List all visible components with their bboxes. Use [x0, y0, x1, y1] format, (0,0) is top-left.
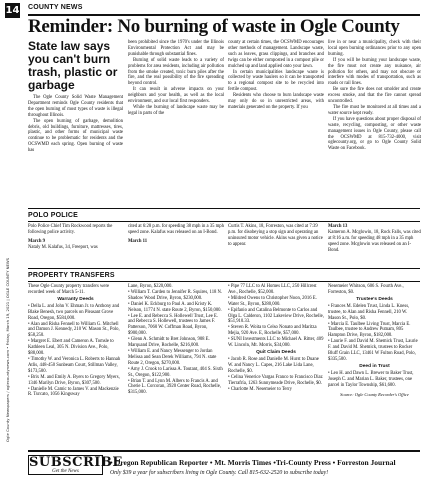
- headline: Reminder: No burning of waste in Ogle County: [28, 16, 400, 37]
- article-column-2: [128, 40, 224, 117]
- police-item: Kameron A. Mcglowin, 18, Rock Falls, was cited at 8:16 a.m. for speeding 48 mph in a 35 mph speed zone. Mcglowin was released on an I-Bond.: [328, 229, 421, 253]
- police-date: March 13: [328, 224, 348, 229]
- paragraph: While the burning of landscape waste may be legal in parts of the: [128, 104, 224, 116]
- paragraph: The Ogle County Solid Waste Management Department reminds Ogle County residents that the open burning of most types of waste is illegal throughout Illinois.: [28, 95, 123, 118]
- paragraph: been prohibited since the 1970's under the Illinois Environmental Protection Act and may be punishable through substantial fines.: [128, 40, 224, 57]
- paragraph: It can result in adverse impacts on your neighbors and your health, as well as the local environment, and our local first responders.: [128, 87, 224, 105]
- transfer-item: • Pipe 77 LLC to Al Homes LLC, 250 Hillcrest Ave., Rochelle, $52,000.: [228, 284, 317, 295]
- transfer-item: • SUNI Investments LLC to Michael A. Ritter, 409 W. Lincoln, Mt. Morris, $34,000.: [228, 337, 324, 349]
- property-column-1: [28, 284, 123, 398]
- police-intro: Polo Police Chief Tim Rockwood reports the following police activity.: [28, 224, 113, 235]
- subscribe-logo-text: SUBSCRIBE: [29, 455, 123, 470]
- subheading-deed-in-trust: Deed in Trust: [359, 363, 390, 369]
- subheading-trustees-deeds: Trustee's Deeds: [356, 296, 393, 302]
- section-rule: [28, 268, 420, 269]
- footer-rule: [28, 450, 420, 452]
- subheading-quit-claim-deeds: Quit Claim Deeds: [256, 349, 296, 355]
- paragraph: If you have questions about proper disposal of waste, recycling, composting, or other waste management issues in Ogle County, please call the OCSWMD at 815-732-4000, visit oglecounty.org, or go to Ogle County Solid Waste on Facebook.: [328, 116, 421, 152]
- transfer-item: • William T. Carden to Jennifer R. Squires, 118 N. Shadow Wood Drive, Byron, $230,000.: [128, 289, 223, 301]
- transfer-item: • Epifanio and Catalina Belmonte to Carlos and Olga L. Calderon, 1102 Lakeview Drive, Rochelle, $51,910.33.: [228, 307, 324, 325]
- section-rule: [28, 221, 420, 222]
- police-section-label: POLO POLICE: [28, 212, 79, 219]
- paragraph: The fire must be monitored at all times and a water source kept ready.: [328, 104, 421, 116]
- publication-list: • Oregon Republican Reporter • Mt. Morris Times •Tri-County Press • Forreston Journal: [110, 458, 396, 467]
- paragraph: The open burning of garbage, demolition debris, old buildings, furniture, mattresses, tires, plastic, and other forms of municipal waste continue to be problematic for residents and the OCSWMD each spring. Open burning of waste has: [28, 118, 123, 154]
- source-credit: Source: Ogle County Recorder's Office: [340, 391, 409, 397]
- property-section-label: PROPERTY TRANSFERS: [28, 272, 115, 279]
- article-column-4: [328, 40, 421, 152]
- property-column-3: [228, 284, 324, 392]
- transfer-item: • Lee E. and Rebecca S. Hollewell Trust, Lee E. and Rebecca S. Hollewell, trustees to James F. Patterson, 7060 W. Coffman Road, Byron, $900,000.: [128, 313, 219, 337]
- transfer-item: • Alan and Risha Fennell to William G. Mitchell and Damon J. Kennedy, 210 W. Mason St., Polo, $58,250.: [28, 321, 120, 339]
- police-date: March 11: [128, 238, 148, 244]
- page-number: 14: [5, 5, 20, 16]
- paragraph: Residents who choose to burn landscape waste may only do so in unrestricted areas, with materials generated on the property. If you: [228, 93, 324, 110]
- police-date: March 9: [28, 238, 45, 244]
- transfer-item: • Brix M. and Emily A. Byers to Gregory Myers, 1346 Marilyn Drive, Byron, $307,500.: [28, 374, 120, 386]
- paragraph: In certain municipalities landscape waste is collected by waste haulers so it can be transported to a regional compost site to be recycled into fertile compost.: [228, 69, 324, 93]
- police-item: cited at 6:28 p.m. for speeding 38 mph in a 35 mph speed zone. Kalafus was released on an I-Bond.: [128, 224, 224, 235]
- paragraph: county at certain times, the OCSWMD encourages other methods of management. Landscape waste, such as leaves, grass clippings, and branches and twigs can be either composted in a compost pile or mulched up and land applied onto your lawn.: [228, 40, 324, 69]
- transfer-item: • Daniel K. Eckburg to Paul A. and Kristy K. Nelson, 11774 N. state Route 2, Byron, $150,000.: [128, 301, 222, 313]
- page-sidebar: [0, 0, 26, 480]
- police-item: Nataly M. Kalafus, 34, Freeport, was: [28, 244, 98, 250]
- police-column-1: [28, 224, 123, 251]
- property-intro: These Ogle County property transfers were recorded week of March 5-11.: [28, 284, 110, 295]
- property-column-2: [128, 284, 224, 396]
- subscribe-logo-tagline: Get the News: [52, 469, 79, 474]
- paragraph: If you will be burning your landscape waste, the fire must not create any nuisance, air pollution for others, and may not obscure or interfere with modes of transportation, such as roads or rail lines.: [328, 57, 421, 87]
- transfer-item: • Brian T. and Lynn M. Albers to Francis A. and Cherie L. Corcoran, 3920 Center Road, Rochelle, $315,000.: [128, 378, 221, 396]
- subscribe-logo[interactable]: [28, 455, 123, 475]
- transfer-item: Nesemeier Whitson, 606 S. Fourth Ave., Forreston, $0.: [328, 284, 404, 295]
- transfer-item: • Laurie F. and David M. Shemick Trust, Laurie F. and David M. Shemick, trustees to Rocker Bluff Grain LLC, 13461 W Fulton Road, Polo, $335,500.: [328, 339, 418, 362]
- transfer-item: • Della L. and John V. Ehman Jr. to Anthony and Blake Benesh, two parcels on Pleasant Grove Road, Oregon, $584,000.: [28, 303, 120, 321]
- section-label: COUNTY NEWS: [28, 4, 83, 11]
- paragraph: Be sure the fire does not smolder and create excess smoke, and that the fire cannot spread uncontrolled.: [328, 87, 421, 105]
- paragraph: Burning of solid waste leads to a variety of problems for area residents, including air pollution from the smoke created, toxic burn piles after the fire, and the real possibility of the fire spreading beyond control.: [128, 57, 224, 87]
- police-column-4: [328, 224, 421, 254]
- section-rule: [28, 208, 420, 209]
- article-column-3: [228, 40, 324, 111]
- transfer-item: • Jacob R. Rose and Danielle M. Hurst to Duane W. and Nancy L. Capes, 216 Lake Lida Lane, Rochelle, $0.: [228, 356, 319, 374]
- article-deck: State law says you can't burn trash, plastic or garbage: [28, 39, 118, 92]
- police-column-2: [128, 224, 224, 245]
- paragraph: live in or near a municipality, check with their local open burning ordinances prior to any open burning.: [328, 40, 421, 57]
- page-folio: Ogle County Newspapers / oglecountynews.com • Friday, March 19, 2021 | OGLE COUNTY NEWS: [5, 257, 10, 442]
- transfer-item: • Margret E. Ebert and Cameron A. Tomsle to Kathleen Leal, 305 N. Division Ave., Polo, $88,000.: [28, 339, 114, 357]
- police-item: Curtis T. Akins, 18, Forreston, was cited at 7:39 p.m. for disobeying a stop sign and operating an uninsured motor vehicle. Akins was given a notice to appear.: [228, 224, 323, 247]
- transfer-item: • Steven R. Woita to Celso Nonato and Maritza Mejia, 920 Ave. E, Rochelle, $57,000.: [228, 325, 317, 337]
- police-column-3: [228, 224, 324, 248]
- transfer-item: • Amy J. Crook to Larissa A. Toutant, 404 S. Sixth St., Oregon, $122,900.: [128, 366, 223, 378]
- transfer-item: • Mildred Owens to Christopher Noon, 2016 E. Water St., Byron, $280,000.: [228, 295, 317, 307]
- transfer-item: • William E. and Nancy Messenger to Jordan Melissa and Sean Derek Williams, 794 N. state Route 2, Oregon, $270,000.: [128, 348, 217, 366]
- transfer-item: • Timothy W. and Veronica L. Roberts to Hannah Atlis, 448-450 Sunbeam Court, Stillman Valley, $173,500.: [28, 356, 121, 374]
- subscription-offer: Only $39 a year for subscribers living in Ogle County. Call 815-632-2520 to subscribe today!: [110, 470, 329, 476]
- transfer-item: Lane, Byron, $220,000.: [128, 284, 173, 289]
- property-column-4: [328, 284, 421, 397]
- subheading-warranty-deeds: Warranty Deeds: [57, 296, 94, 302]
- transfer-item: • Danielle M. Camic to James V. and Mackenzie R. Turcato, 1056 Kingsway: [28, 386, 119, 398]
- section-rule: [28, 281, 420, 282]
- transfer-item: • Celina Venerice Vargas Franco to Francisco Diaz Tierrafría, 1263 Sunnymeade Drive, Rochelle, $0.: [228, 374, 323, 386]
- transfer-item: • Charlotte M. Nesemeier to Terry: [228, 386, 292, 392]
- transfer-item: • Frances M. Edelen Trust, Linda L. Kness, trustee, to Alan and Risha Fennell, 210 W. Mason St., Polo, $0.: [328, 303, 410, 321]
- transfer-item: • Marcia E. Taulbee Living Trust, Marcia E. Taulbee, trustee to Andrew Putnam, 805 Hampton Drive, Byron, $182,000.: [328, 321, 411, 339]
- article-column-1: [28, 95, 123, 154]
- transfer-item: • Leo H. and Dawn L. Brewer to Baker Trust, Joseph C. and Marian L. Baker, trustees, one parcel in Taylor Township, $61,600.: [328, 370, 414, 388]
- transfer-item: • Glenn A. Schmidt to Bret Johnson, 908 E. Marquand Drive, Rochelle, $216,000.: [128, 337, 210, 349]
